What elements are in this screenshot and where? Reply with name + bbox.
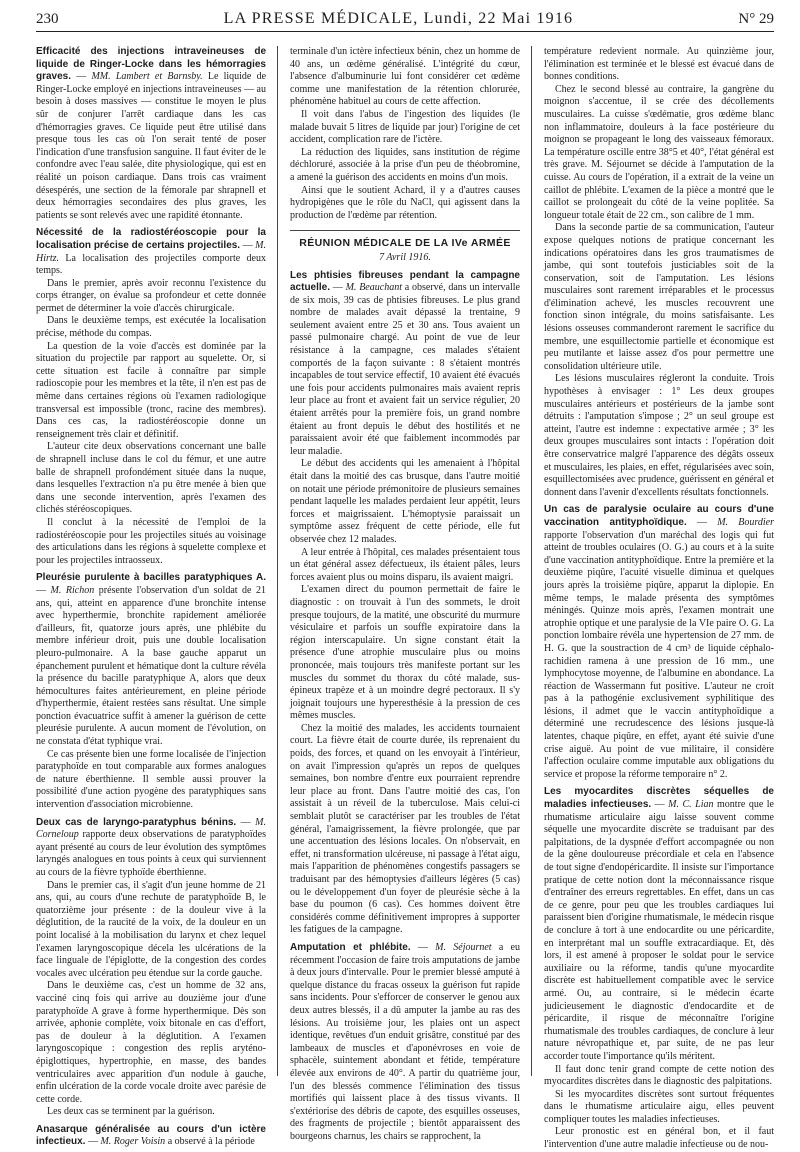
article-authors: M. Séjournet	[435, 941, 492, 953]
dash: —	[71, 71, 92, 83]
page-header	[36, 6, 774, 32]
article-authors: M. C. Lian	[668, 799, 714, 811]
article-paralysie-oculaire	[544, 504, 774, 781]
paragraph: Le début des accidents qui les amenaient à l'hôpital était dans la moitié des cas brusque, dans l'autre moitié on notait une période prémonitoire de plusieurs semaines pendant laquelle les malades perdaient leur appétit, leurs forces et maigrissaient. L'hémoptysie paraissait un symptôme assez fréquent de cette période, elle fut observée chez 12 malades.	[290, 458, 520, 545]
article-headline: Les phtisies fibreuses pendant la campagne actuelle.	[290, 269, 520, 294]
article-columns	[36, 46, 774, 1151]
paragraph: La question de la voie d'accès est dominée par la situation du projectile par rapport au squelette. Or, si cette situation est facile à connaître par simple radioscopie pour les membres et la tête, il n'en est pas de même dans certaines régions où l'examen radiologique transversal est impossible (tronc, racine des membres). Dans ces cas, la radiostéréoscopie donne un renseignement très clair et définitif.	[36, 340, 266, 440]
article-authors: MM. Lambert et Barnsby.	[91, 71, 203, 83]
paragraph: Dans la seconde partie de sa communication, l'auteur expose quelques notions de pratique concernant les indications opératoires dans les gros traumatismes de jambe, qui sont toutefois justiciables soit de la conservation, soit de l'amputation. Les lésions musculaires sont rarement irréparables et le processus d'élimination achevé, les muscles recouvrent une fonction sinon intégrale, du moins satisfaisante. Les lésions osseuses commanderont rarement le sacrifice du membre, une esquillectomie partielle et économique est peu mutilante et laisse assez d'os pour permettre une consolidation ultérieure utile.	[544, 222, 774, 372]
article-ringer-locke	[36, 46, 266, 222]
paragraph: Leur pronostic est en général bon, et il faut l'intervention d'une autre maladie infectieuse ou de nou-	[544, 1126, 774, 1151]
article-laryngo-paratyphus	[36, 817, 266, 880]
dash: —	[651, 799, 669, 811]
paragraph: Les lésions musculaires régleront la conduite. Trois hypothèses à envisager : 1° Les deux groupes musculaires antérieurs et postérieurs de la jambe sont détruits : l'amputation s'impose ; 2° un seul groupe est atteint, l'autre est indemne : expectative armée ; 3° les deux groupes musculaires sont intacts : l'opération doit être conservatrice malgré l'apparence des dégâts osseux et musculaires, les plaies, en effet, régularisées avec soin, esquillectomisées avec prudence, guérissent en général et donnent dans l'avenir d'excellents résultats fonctionnels.	[544, 373, 774, 498]
section-title: RÉUNION MÉDICALE DE LA IVe ARMÉE	[299, 237, 511, 250]
dash: —	[330, 282, 346, 294]
article-text: rapporte deux observations de paratyphoïdes ayant présenté au cours de leur évolution des symptômes laryngés analogues en tous points à ceux qui surviennent au cours de la fièvre typhoïde éberthienne.	[36, 829, 266, 878]
paragraph: température redevient normale. Au quinzième jour, l'élimination est terminée et le blessé est évacué dans de bonnes conditions.	[544, 46, 774, 83]
paragraph: A leur entrée à l'hôpital, ces malades présentaient tous un état général assez défectueux, ils étaient pâles, leurs forces avaient plus ou moins disparu, ils avaient maigri.	[290, 546, 520, 583]
article-radiostereoscopie	[36, 227, 266, 277]
paragraph: Dans le deuxième cas, c'est un homme de 32 ans, vacciné cinq fois qui arrive au douzième jour d'une paratyphoïde A grave à forme hyperthermique. Dès son arrivée, aphonie complète, voix bitonale en cas d'effort, pas de douleur à la déglutition. A l'examen laryngoscopique : congestion des replis aryténo-épiglottiques, hypertrophie, en masse, des bandes ventriculaires avec apparition d'un nodule à gauche, enfin ulcération de la corde vocale droite avec parésie de cette corde.	[36, 980, 266, 1105]
paragraph: Il faut donc tenir grand compte de cette notion des myocardites discrètes dans le diagnostic des palpitations.	[544, 1063, 774, 1088]
article-authors: M. Richon	[50, 584, 95, 596]
paragraph: L'examen direct du poumon permettait de faire le diagnostic : on trouvait à l'un des sommets, le droit presque toujours, de la matité, une obscurité du murmure vésiculaire et parfois un souffle expiratoire dans la région interscapulaire. Un signe constant était la présence d'une atrophie musculaire plus ou moins prononcée, mais toujours très manifeste portant sur les muscles du sommet du thorax du côté malade, sus-épineux trapèze et à un moindre degré pectoraux. Il s'y joignait toujours une hyperesthésie à la pression de ces mêmes muscles.	[290, 584, 520, 722]
article-authors: M. Bourdier	[717, 516, 774, 528]
dash: —	[686, 516, 718, 528]
paragraph: Ce cas présente bien une forme localisée de l'injection paratyphoïde en tout comparable aux formes analogues de nature éberthienne. Il semble aussi prouver la possibilité d'une action pyogène des paratyphiques sans intervention d'association microbienne.	[36, 748, 266, 811]
article-headline: Anasarque généralisée au cours d'un ictère infectieux.	[36, 1123, 266, 1148]
article-amputation	[290, 942, 520, 1144]
dash: —	[85, 1136, 101, 1148]
article-headline: Pleurésie purulente à bacilles paratyphiques A.	[36, 572, 266, 584]
dash: —	[236, 816, 256, 828]
article-text: montre que le rhumatisme articulaire aigu laisse souvent comme séquelle une myocardite discrète se traduisant par des palpitations, de la dyspnée d'effort accompagnée ou non de la gêne douloureuse précordiale et cela en l'absence de tout signe d'endopéricardite. Il insiste sur l'importance pratique de cette notion dont la méconnaissance risque d'entraîner des erreurs regrettables. En effet, dans un cas de ce genre, pour peu que les troubles cardiaques lui paraissent bien d'origine rhumatismale, le médecin risque de conclure à tort à une endocardite ou une péricardite, en interprétant mal un souffle extracardiaque. Et, dès lors, il est amené à proposer le soldat pour le service auxiliaire ou la réforme, tandis qu'une myocardite discrète est habituellement compatible avec le service armé. Ou, au contraire, si le médecin écarte judicieusement le diagnostic d'endocardite et de péricardite, il risque de méconnaître l'origine rhumatismale des troubles cardiaques, de conclure à leur nature névropathique et, par suite, de ne pas leur accorder toute l'importance qu'ils méritent.	[544, 799, 774, 1062]
paragraph: terminale d'un ictère infectieux bénin, chez un homme de 40 ans, un œdème généralisé. L'intégrité du cœur, l'absence d'albuminurie lui font considérer cet œdème comme une manifestation de la rétention chlorurée, phénomène habituel au cours de cette affection.	[290, 46, 520, 108]
column-2	[290, 46, 520, 1142]
article-text: Le liquide de Ringer-Locke employé en injections intraveineuses — au besoin à doses massives — constitue le moyen le plus sûr de conjurer l'arrêt cardiaque dans les cas d'hémorragies graves. Ce liquide peut être utilisé dans presque tous les cas où l'on serait tenté de poser l'indication d'une transfusion sanguine. Il faut éviter de le confondre avec l'eau salée, dite physiologique, qui est en réalité un poison cardiaque. Dans trois cas vraiment désespérés, une section de la fémorale par shrapnell et deux hémorragies secondaires des plus graves, les patients se sont relevés avec une rapidité étonnante.	[36, 71, 267, 221]
paragraph: Les deux cas se terminent par la guérison.	[47, 1106, 215, 1118]
dash: —	[410, 941, 436, 953]
paragraph: Chez le second blessé au contraire, la gangrène du moignon s'accentue, il se crée des décollements musculaires. La cuisse s'œdématie, gros œdème blanc non inflammatoire, douleurs à la face postérieure du moignon se propageant le long des vaisseaux fémoraux. La température oscille entre 38°5 et 40°, l'état général est très grave. M. Séjournet se décide à l'amputation de la cuisse. Au cours de l'opération, il a extrait de la veine un caillot de phlébite. L'examen de la pièce a montré que le caillot se prolongeait du côté de la veine poplitée. Sa longueur totale était de 22 cm., son calibre de 1 mm.	[544, 83, 774, 221]
article-headline: Deux cas de laryngo-paratyphus bénins.	[36, 816, 237, 828]
paragraph: Si les myocardites discrètes sont surtout fréquentes dans le rhumatisme articulaire aigu, elles peuvent compliquer toutes les maladies infectieuses.	[544, 1088, 774, 1125]
paragraph: Dans le premier, après avoir reconnu l'existence du corps étranger, on évalue sa profondeur et cette donnée permet de déterminer la voie d'accès chirurgicale.	[36, 277, 266, 314]
column-3	[544, 46, 774, 1151]
article-pleuresie	[36, 572, 266, 748]
article-text: a observé à la période	[165, 1136, 255, 1148]
paragraph: La réduction des liquides, sans institution de régime déchloruré, associée à la prise d'un peu de théobromine, a amené la guérison des accidents en moins d'un mois.	[290, 146, 520, 183]
paragraph: Chez la moitié des malades, les accidents tournaient court. La fièvre était de courte durée, ils reprenaient du poids, des forces, et quand on les envoyait à l'intérieur, on avait l'impression qu'après un repos de quelques semaines, bon nombre d'entre eux pourraient reprendre leur place au front. Dans l'autre moitié des cas, l'on assistait à un réveil de la tuberculose. Mais celui-ci semblait plutôt se caractériser par les troubles de l'état général, l'amaigrissement, la fièvre prolongée, que par une accentuation des lésions locales. On n'observait, en effet, ni transformation ulcéreuse, ni passage à l'état aigu, mais l'apparition de phénomènes congestifs passagers se traduisant par des hémoptysies d'ailleurs légères (5 cas) ou le développement d'un foyer de pleurésie sèche à la base du poumon (6 cas). Ces hommes doivent être considérés comme définitivement impropres à supporter les fatigues de la campagne.	[290, 722, 520, 936]
page-number: 230	[36, 11, 59, 27]
paragraph: Dans le premier cas, il s'agit d'un jeune homme de 21 ans, qui, au cours d'une rechute de paratyphoïde B, le quatorzième jour présente : de la douleur vive à la déglutition, de la raucité de la voix, de la douleur en un point localisé à la mobilisation du larynx et chez lequel l'examen laryngoscopique décela les ulcérations de la face linguale de l'épiglotte, de la congestion des cordes vocales avec ulcération peu étendue sur la corde gauche.	[36, 879, 266, 979]
article-authors: M. Corneloup	[36, 816, 267, 841]
issue-number: N° 29	[738, 11, 774, 27]
article-authors: M. Hirtz.	[36, 239, 266, 264]
article-phtisies	[290, 270, 520, 459]
section-date: 7 Avril 1916.	[379, 251, 431, 263]
article-text: rapporte l'observation d'un maréchal des logis qui fut atteint de troubles oculaires (O. G.) au cours et à la suite d'une vaccination antityphoïdique. Entre la première et la deuxième piqûre, l'acuité visuelle diminua et quelques jours après la troisième piqûre, apparut la diplopie. En même temps, le malade présenta des symptômes méningés. Quinze mois après, l'examen montrait une atrophie optique et une paralysie de la VIe paire O. G. La ponction lombaire révéla une hypertension de 27 mm. de H. G. que la soustraction de 4 cm³ de liquide céphalo-rachidien ramena à une pression de 16 mm., une lymphocytose moyenne, de l'albumine en abondance. La réaction de Wassermann fut positive. L'auteur ne croit pas à la pathogénie exclusivement syphilitique des lésions, il admet que le vaccin antityphoïdique a déterminé une recrudescence des lésions jusque-là latentes, chaque piqûre, en effet, ayant été suivie d'une crise aiguë. Au point de vue militaire, il considère l'affection oculaire comme imputable aux obligations du service et propose la réforme temporaire n° 2.	[544, 529, 774, 780]
dash: —	[36, 584, 51, 596]
article-anasarque	[36, 1124, 266, 1149]
paragraph: Il voit dans l'abus de l'ingestion des liquides (le malade buvait 5 litres de liquide par jour) l'origine de cet accident, complication rare de l'ictère.	[290, 108, 520, 146]
paragraph: L'auteur cite deux observations concernant une balle de shrapnell incluse dans le col du fémur, et une autre balle de shrapnell profondément située dans la nuque, dans lesquelles l'extraction n'a pu être menée à bien que dans une seconde intervention, après l'examen des clichés stéréoscopiques.	[36, 441, 266, 516]
article-authors: M. Roger Voisin	[100, 1136, 166, 1148]
column-1	[36, 46, 267, 1148]
paragraph: Ainsi que le soutient Achard, il y a d'autres causes hydropigènes que le rôle du NaCl, qui agissent dans la production de l'œdème par rétention.	[290, 184, 520, 221]
article-text: a observé, dans un intervalle de six mois, 39 cas de phtisies fibreuses. Le plus grand nombre de malades avait dépassé la trentaine, 9 seulement avaient entre 25 et 30 ans. Tous avaient un passé pulmonaire chargé. Au point de vue de leur résistance à la campagne, ces malades s'étaient comportés de la façon suivante : 8 s'étaient montrés incapables de tout service effectif, 10 avaient été évacués une fois pour accidents pulmonaires mais avaient repris leur place au front et avaient fait un service régulier, 20 étaient arrêtés pour la première fois, un grand nombre étaient au front depuis le début des hostilités et ne paraissaient avoir été que faiblement incommodés par leur maladie.	[290, 282, 520, 457]
article-headline: Nécessité de la radiostéréoscopie pour la localisation précise de certains projectiles.	[36, 227, 266, 251]
article-headline: Amputation et phlébite.	[290, 941, 411, 953]
article-headline: Efficacité des injections intraveineuses de liquide de Ringer-Locke dans les hémorragies graves.	[36, 46, 266, 83]
article-text: La localisation des projectiles comporte deux temps.	[36, 252, 266, 277]
article-headline: Un cas de paralysie oculaire au cours d'une vaccination antityphoïdique.	[544, 504, 774, 528]
article-headline: Les myocardites discrètes séquelles de maladies infectieuses.	[544, 786, 774, 811]
article-text: a eu récemment l'occasion de faire trois amputations de jambe à deux jours d'intervalle. Pour le premier blessé amputé à quelque distance du fracas osseux la guérison fut rapide sans incidents. Pour s'efforcer de conserver le genou aux deux autres blessés, il a dû amputer la jambe au ras des lésions. Au troisième jour, les plaies ont un aspect identique, revêtues d'un enduit grisâtre, constitué par des lambeaux de muscles et d'aponévroses en voie de sphacèle, suintement abondant et fétide, température élevée aux environs de 40°. A partir du quatrième jour, l'un des blessés commence l'élimination des tissus mortifiés qui laissent place à des tissus vivants. Il s'extériorise des débris de capote, des esquilles osseuses, des fragments de projectile ; bientôt apparaissent des bourgeons charnus, les chairs se rapprochent, la	[290, 941, 520, 1142]
paragraph: Il conclut à la nécessité de l'emploi de la radiostéréoscopie pour les projectiles situés au voisinage des articulations dans les régions à squelette complexe et pour les projectiles intraosseux.	[36, 516, 266, 566]
journal-title: LA PRESSE MÉDICALE, Lundi, 22 Mai 1916	[223, 10, 574, 27]
dash: —	[240, 239, 256, 251]
paragraph: Dans le deuxième temps, est exécutée la localisation précise, méthode du compas.	[36, 315, 266, 340]
article-text: présente l'observation d'un soldat de 21 ans, qui, atteint en apparence d'une bronchite intense avec hyperthermie, bronchite rapidement améliorée d'ailleurs, fit, quatorze jours après, une phlébite du membre inférieur droit, puis une double localisation pleuro-pulmonaire. A la base gauche apparut un épanchement purulent et hématique dont la culture révéla la présence du bacille paratyphique A, alors que deux hémocultures faites antérieurement, en pleine période d'hyperthermie, étaient restées sans résultat. Une simple ponction évacuatrice suffit à amener la guérison de cette pleurésie purulente. A aucun moment de l'évolution, on ne constata d'état typhique vrai.	[36, 584, 267, 748]
article-myocardites	[544, 786, 774, 1063]
article-authors: M. Beauchant	[345, 282, 402, 294]
section-heading	[290, 230, 520, 264]
